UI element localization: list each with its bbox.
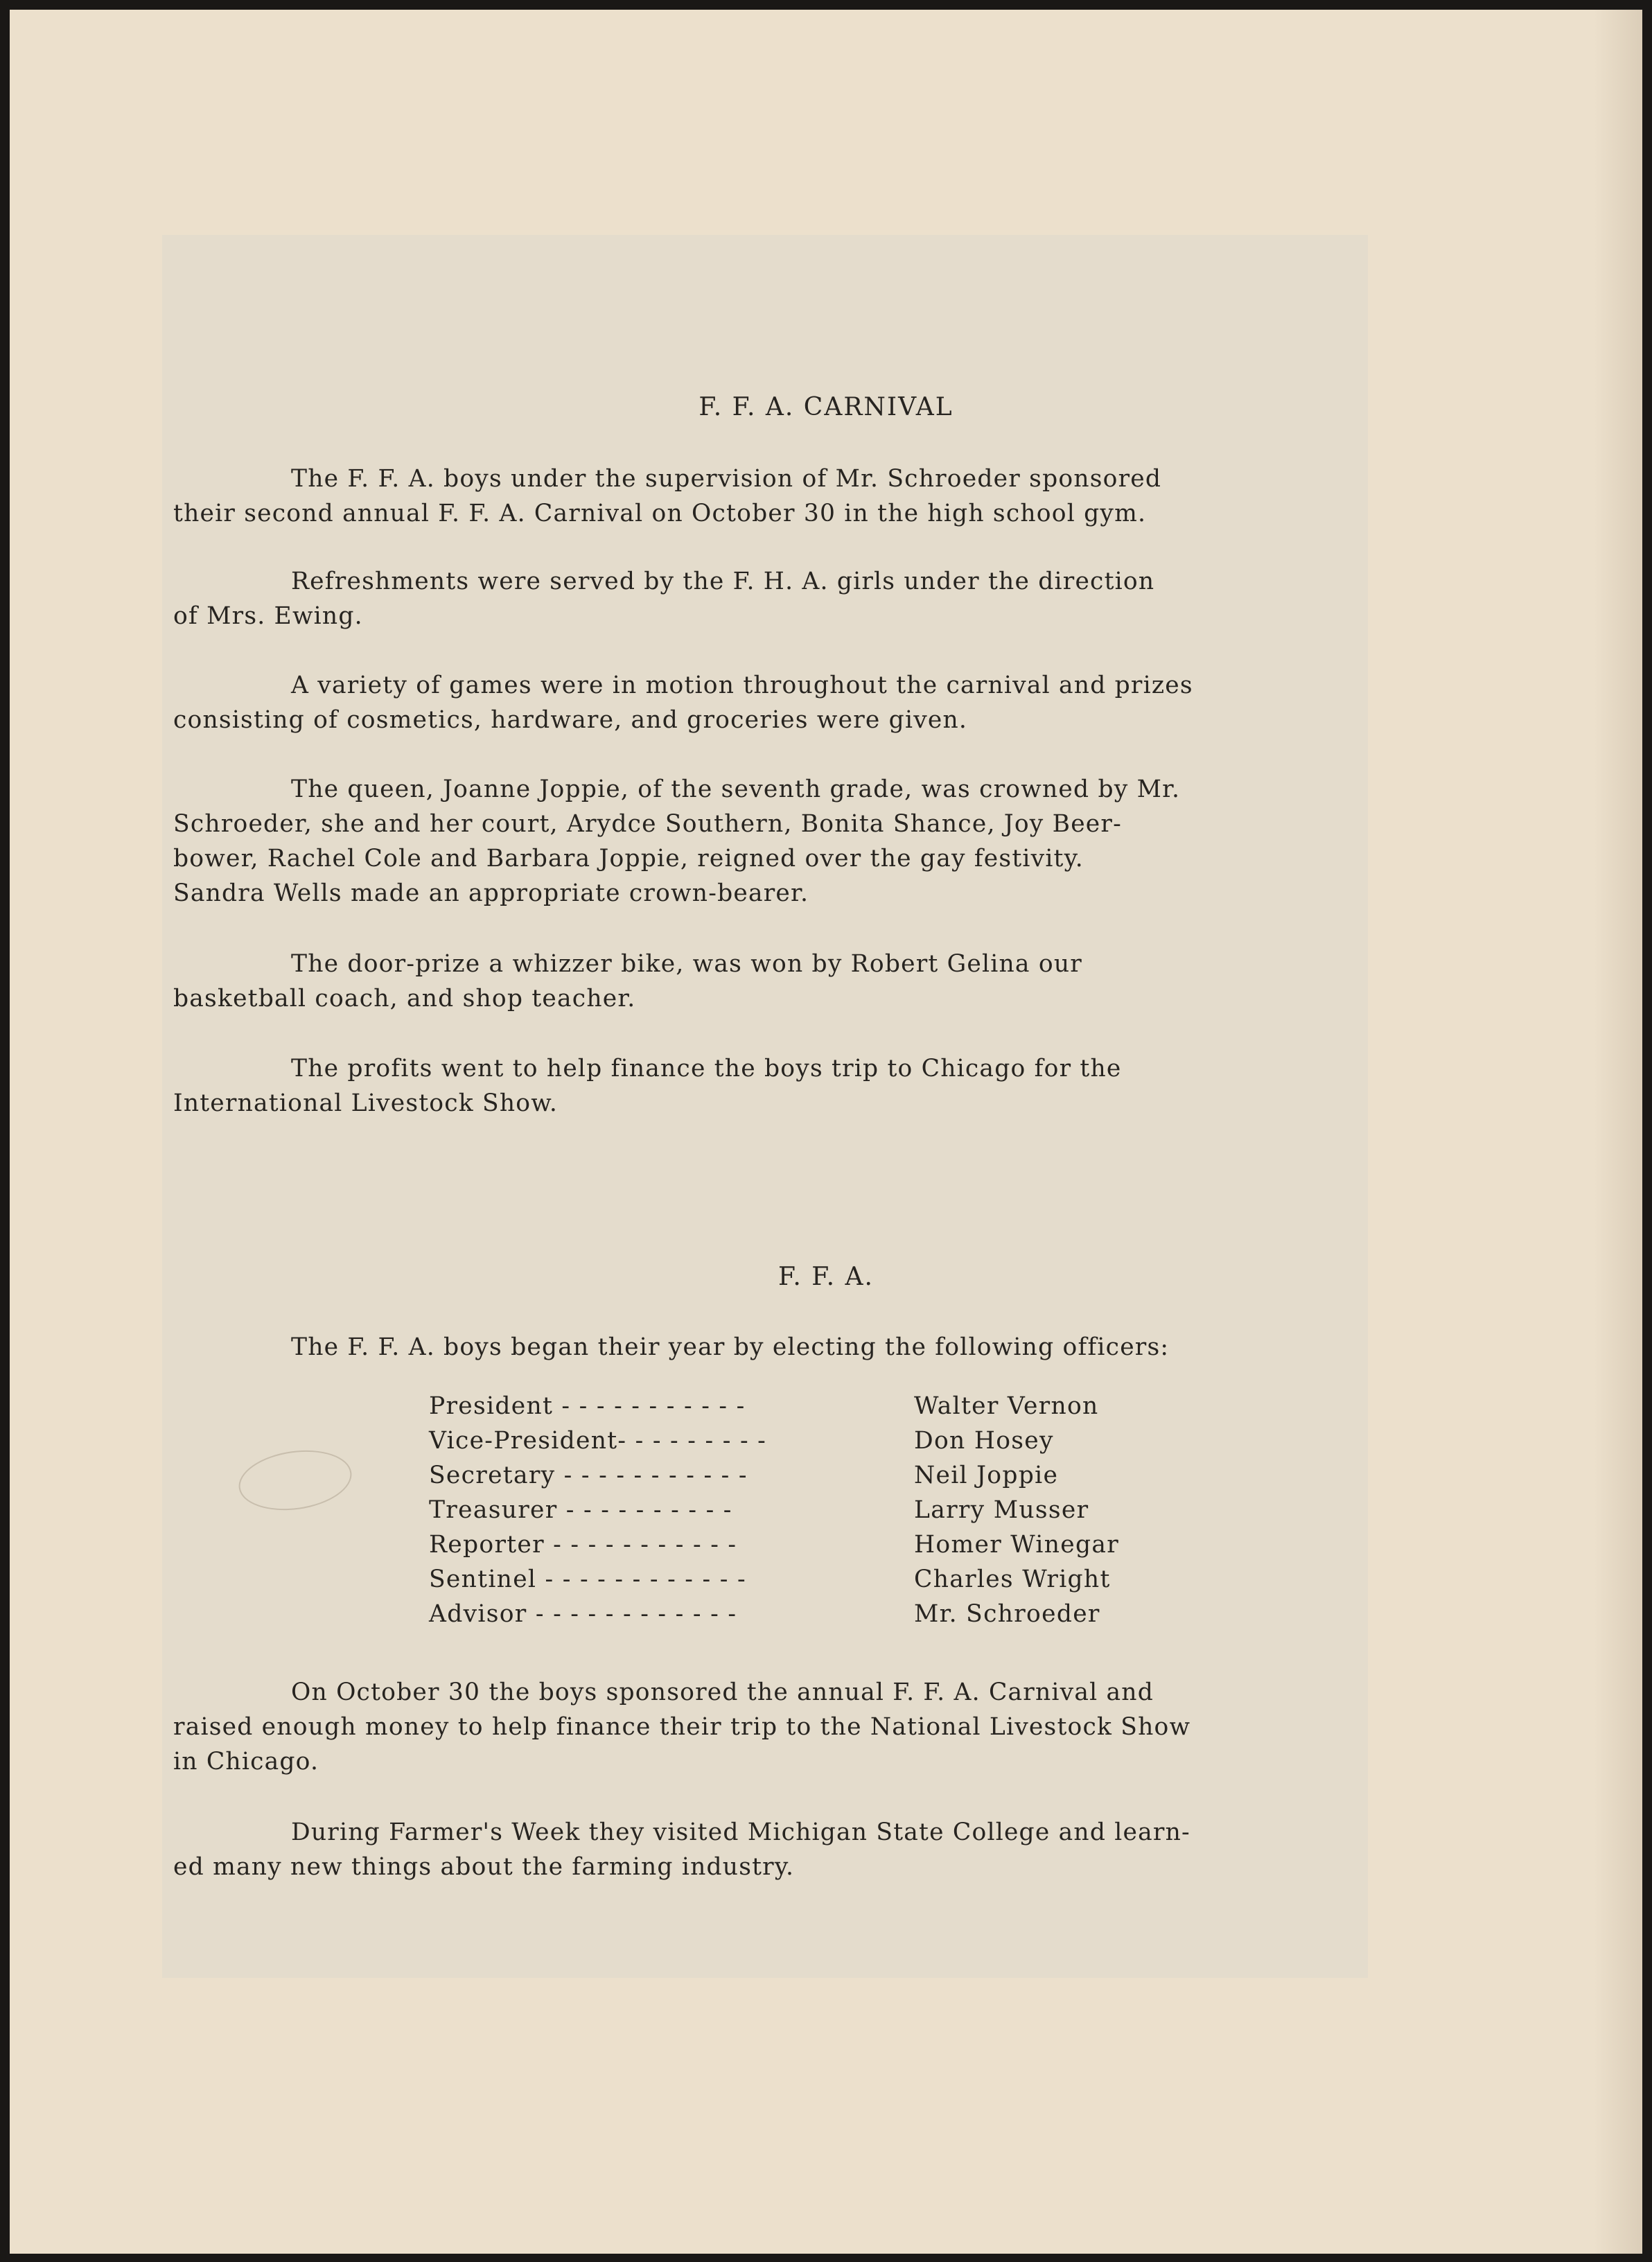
document-page <box>10 10 1642 2254</box>
officer-title: Reporter - - - - - - - - - - - <box>429 1531 737 1559</box>
text-line: consisting of cosmetics, hardware, and groceries were given. <box>173 706 968 734</box>
carnival-heading: F. F. A. CARNIVAL <box>698 393 954 421</box>
text-line: The F. F. A. boys began their year by electing the following officers: <box>291 1333 1170 1361</box>
officer-name: Neil Joppie <box>914 1462 1059 1489</box>
carnival-paragraph-2 <box>173 564 1386 633</box>
text-line: On October 30 the boys sponsored the annual F. F. A. Carnival and <box>291 1678 1154 1706</box>
officer-title: Sentinel - - - - - - - - - - - - <box>429 1566 746 1593</box>
ffa-intro <box>173 1330 1386 1365</box>
officers-list <box>429 1389 1260 1631</box>
ffa-paragraph-1 <box>173 1675 1386 1779</box>
page-text <box>10 10 1642 2254</box>
officer-name: Charles Wright <box>914 1566 1111 1593</box>
officer-title: Secretary - - - - - - - - - - - <box>429 1462 748 1489</box>
text-line: During Farmer's Week they visited Michigan State College and learn- <box>291 1818 1190 1846</box>
text-line: ed many new things about the farming industry. <box>173 1853 795 1881</box>
officer-row <box>429 1527 1260 1562</box>
officer-name: Larry Musser <box>914 1496 1089 1524</box>
carnival-paragraph-4 <box>173 772 1386 911</box>
officer-name: Mr. Schroeder <box>914 1600 1100 1628</box>
text-line: in Chicago. <box>173 1748 319 1776</box>
officer-row <box>429 1423 1260 1458</box>
officer-row <box>429 1389 1260 1423</box>
text-line: Sandra Wells made an appropriate crown-bearer. <box>173 879 809 907</box>
text-line: The queen, Joanne Joppie, of the seventh grade, was crowned by Mr. <box>291 775 1181 803</box>
text-line: raised enough money to help finance their trip to the National Livestock Show <box>173 1713 1191 1741</box>
officer-row <box>429 1458 1260 1493</box>
text-line: their second annual F. F. A. Carnival on October 30 in the high school gym. <box>173 500 1147 527</box>
officer-name: Don Hosey <box>914 1427 1054 1455</box>
carnival-paragraph-6 <box>173 1051 1386 1121</box>
officer-title: Vice-President- - - - - - - - - <box>429 1427 767 1455</box>
officer-row <box>429 1562 1260 1597</box>
officer-row <box>429 1597 1260 1631</box>
carnival-paragraph-3 <box>173 668 1386 737</box>
officer-name: Walter Vernon <box>914 1392 1099 1420</box>
text-line: Refreshments were served by the F. H. A. girls under the direction <box>291 568 1155 595</box>
officer-name: Homer Winegar <box>914 1531 1120 1559</box>
text-line: bower, Rachel Cole and Barbara Joppie, reigned over the gay festivity. <box>173 845 1084 873</box>
officer-title: President - - - - - - - - - - - <box>429 1392 746 1420</box>
ffa-paragraph-2 <box>173 1815 1386 1884</box>
officer-title: Advisor - - - - - - - - - - - - <box>429 1600 737 1628</box>
text-line: The F. F. A. boys under the supervision of Mr. Schroeder sponsored <box>291 465 1162 493</box>
officer-title: Treasurer - - - - - - - - - - <box>429 1496 732 1524</box>
text-line: International Livestock Show. <box>173 1089 559 1117</box>
ffa-heading: F. F. A. <box>778 1263 874 1291</box>
carnival-paragraph-5 <box>173 947 1386 1016</box>
text-line: The door-prize a whizzer bike, was won by Robert Gelina our <box>291 950 1082 978</box>
text-line: basketball coach, and shop teacher. <box>173 985 636 1012</box>
carnival-paragraph-1 <box>173 462 1386 531</box>
officer-row <box>429 1493 1260 1527</box>
text-line: of Mrs. Ewing. <box>173 602 363 630</box>
text-line: Schroeder, she and her court, Arydce Southern, Bonita Shance, Joy Beer- <box>173 810 1122 838</box>
text-line: The profits went to help finance the boys trip to Chicago for the <box>291 1055 1122 1082</box>
text-line: A variety of games were in motion throughout the carnival and prizes <box>291 672 1193 699</box>
